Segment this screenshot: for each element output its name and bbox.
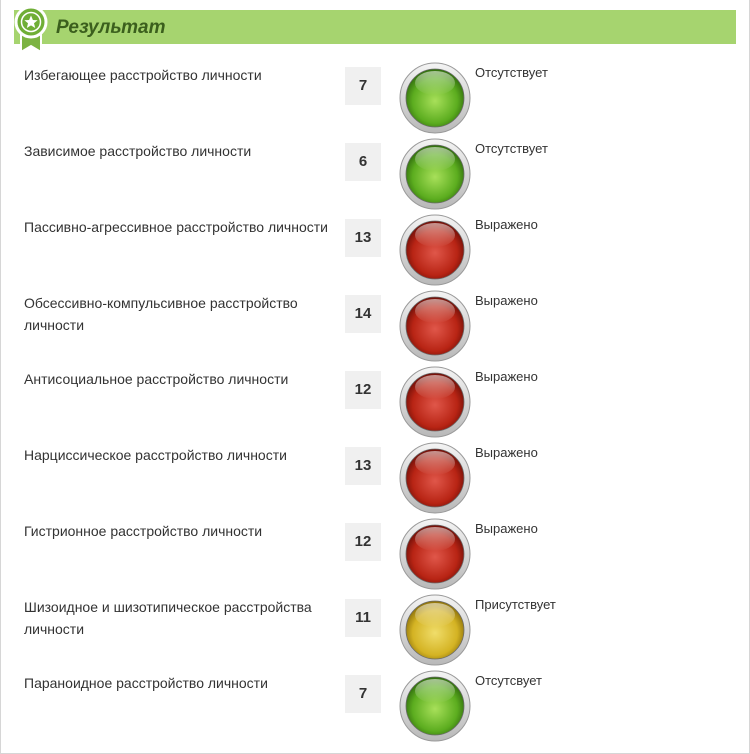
disorder-label: Избегающее расстройство личности bbox=[24, 67, 262, 83]
page-title: Результат bbox=[56, 17, 166, 38]
result-row bbox=[0, 588, 750, 664]
status-text: Выражено bbox=[475, 445, 538, 460]
status-light-icon bbox=[398, 137, 472, 211]
disorder-label: Пассивно-агрессивное расстройство личности bbox=[24, 219, 328, 235]
result-row bbox=[0, 284, 750, 360]
status-text: Выражено bbox=[475, 217, 538, 232]
disorder-label: Гистрионное расстройство личности bbox=[24, 523, 263, 539]
score-value: 12 bbox=[345, 523, 381, 561]
score-value: 6 bbox=[345, 143, 381, 181]
status-text: Отсутствует bbox=[475, 141, 548, 156]
disorder-label: Обсессивно-компульсивное расстройство личности bbox=[24, 295, 298, 333]
score-value: 11 bbox=[345, 599, 381, 637]
disorder-label: Шизоидное и шизотипическое расстройства личности bbox=[24, 599, 312, 637]
status-light-icon bbox=[398, 593, 472, 667]
status-text: Присутствует bbox=[475, 597, 556, 612]
result-row bbox=[0, 360, 750, 436]
score-value: 7 bbox=[345, 67, 381, 105]
disorder-label: Антисоциальное расстройство личности bbox=[24, 371, 289, 387]
score-value: 12 bbox=[345, 371, 381, 409]
result-row bbox=[0, 664, 750, 740]
status-light-icon bbox=[398, 441, 472, 515]
status-light-icon bbox=[398, 669, 472, 743]
score-value: 14 bbox=[345, 295, 381, 333]
status-light-icon bbox=[398, 289, 472, 363]
status-light-icon bbox=[398, 517, 472, 591]
result-row bbox=[0, 436, 750, 512]
status-text: Выражено bbox=[475, 293, 538, 308]
status-light-icon bbox=[398, 365, 472, 439]
status-text: Отсутствует bbox=[475, 65, 548, 80]
award-ribbon-icon bbox=[12, 3, 50, 53]
result-row bbox=[0, 56, 750, 132]
status-light-icon bbox=[398, 61, 472, 135]
status-text: Отсутсвует bbox=[475, 673, 542, 688]
results-list bbox=[0, 56, 750, 740]
status-text: Выражено bbox=[475, 369, 538, 384]
score-value: 13 bbox=[345, 447, 381, 485]
result-row bbox=[0, 208, 750, 284]
disorder-label: Параноидное расстройство личности bbox=[24, 675, 268, 691]
score-value: 13 bbox=[345, 219, 381, 257]
status-light-icon bbox=[398, 213, 472, 287]
disorder-label: Нарциссическое расстройство личности bbox=[24, 447, 287, 463]
result-row bbox=[0, 132, 750, 208]
score-value: 7 bbox=[345, 675, 381, 713]
disorder-label: Зависимое расстройство личности bbox=[24, 143, 252, 159]
result-row bbox=[0, 512, 750, 588]
status-text: Выражено bbox=[475, 521, 538, 536]
